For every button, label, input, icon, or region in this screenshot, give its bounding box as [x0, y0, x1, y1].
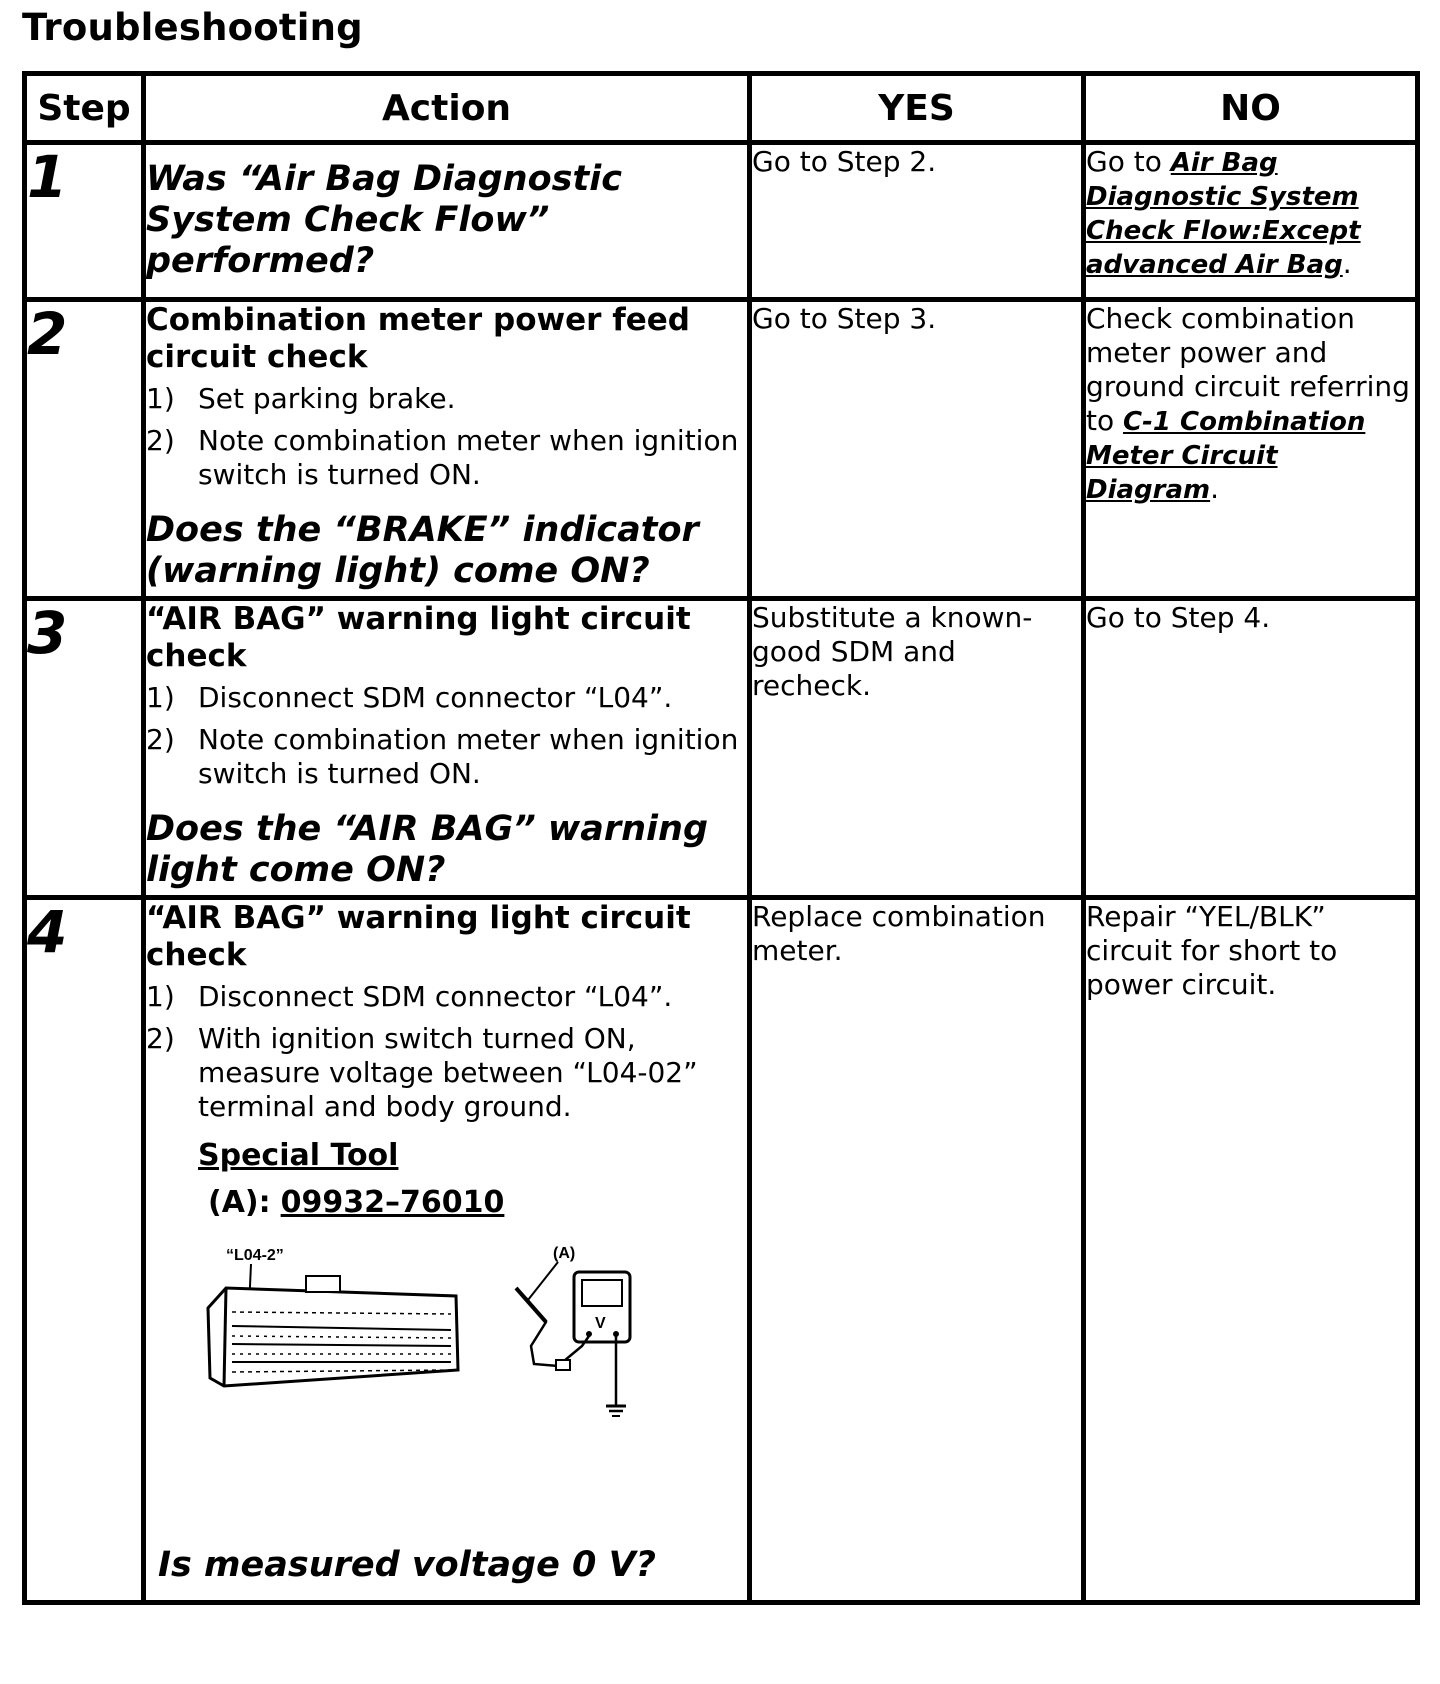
list-item — [146, 1022, 747, 1124]
step-number: 3 — [25, 599, 144, 898]
no-cell: Repair “YEL/BLK” circuit for short to power circuit. — [1084, 898, 1418, 1603]
no-suffix: . — [1210, 472, 1220, 505]
probe-tip — [516, 1288, 546, 1322]
item-number: 2) — [146, 424, 175, 457]
item-number: 2) — [146, 1022, 175, 1055]
table-row — [25, 599, 1418, 898]
check-flow-link[interactable]: Air Bag Diagnostic System Check Flow:Except advanced Air Bag — [1086, 148, 1361, 280]
action-heading: Combination meter power feed circuit check — [146, 302, 690, 375]
yes-cell: Go to Step 3. — [750, 300, 1084, 599]
no-cell: Go to Step 4. — [1084, 599, 1418, 898]
table-row — [25, 898, 1418, 1603]
troubleshooting-table — [22, 71, 1420, 1605]
item-text: Note combination meter when ignition switch is turned ON. — [198, 723, 739, 790]
item-number: 1) — [146, 681, 175, 714]
connector-voltmeter-diagram — [196, 1238, 666, 1428]
action-question: Was “Air Bag Diagnostic System Check Flow” performed? — [146, 159, 622, 281]
special-tool-code — [208, 1185, 747, 1220]
list-item — [146, 723, 747, 791]
table-row — [25, 143, 1418, 300]
ground-symbol-icon — [606, 1406, 626, 1416]
action-cell — [144, 599, 750, 898]
no-text: Go to — [1086, 145, 1171, 178]
circuit-diagram-link[interactable]: C-1 Combination Meter Circuit Diagram — [1086, 407, 1366, 505]
step-number: 2 — [25, 300, 144, 599]
tool-prefix: (A): — [208, 1185, 271, 1220]
tool-leader-line — [528, 1262, 558, 1300]
action-steps — [146, 980, 747, 1124]
action-question: Does the “BRAKE” indicator (warning light) come ON? — [146, 510, 699, 591]
header-action: Action — [144, 74, 750, 143]
header-yes: YES — [750, 74, 1084, 143]
action-heading: “AIR BAG” warning light circuit check — [146, 601, 691, 674]
header-no: NO — [1084, 74, 1418, 143]
action-cell — [144, 300, 750, 599]
action-steps — [146, 681, 747, 791]
item-text: Set parking brake. — [198, 382, 456, 415]
action-question: Does the “AIR BAG” warning light come ON? — [146, 809, 709, 890]
item-text: Disconnect SDM connector “L04”. — [198, 681, 673, 714]
tool-callout-label: (A) — [553, 1245, 576, 1262]
action-question: Is measured voltage 0 V? — [158, 1545, 656, 1585]
no-cell — [1084, 300, 1418, 599]
sdm-connector-icon — [208, 1276, 458, 1386]
yes-cell: Substitute a known-good SDM and recheck. — [750, 599, 1084, 898]
list-item — [146, 382, 747, 416]
probe-clip — [556, 1360, 570, 1370]
item-text: Disconnect SDM connector “L04”. — [198, 980, 673, 1013]
action-cell — [144, 143, 750, 300]
action-heading: “AIR BAG” warning light circuit check — [146, 900, 691, 973]
item-number: 1) — [146, 382, 175, 415]
table-row — [25, 300, 1418, 599]
connector-terminal-label: “L04-2” — [226, 1247, 284, 1264]
item-number: 1) — [146, 980, 175, 1013]
voltmeter-unit-label: V — [595, 1315, 606, 1332]
item-text: Note combination meter when ignition switch is turned ON. — [198, 424, 739, 491]
no-text: Check combination meter power and ground circuit referring to — [1086, 302, 1410, 437]
special-tool-label: Special Tool — [198, 1138, 399, 1173]
no-suffix: . — [1342, 247, 1352, 280]
list-item — [146, 681, 747, 715]
voltmeter-icon — [574, 1272, 630, 1342]
yes-cell: Go to Step 2. — [750, 143, 1084, 300]
step-number: 1 — [25, 143, 144, 300]
action-steps — [146, 382, 747, 492]
no-cell — [1084, 143, 1418, 300]
page-title: Troubleshooting — [22, 6, 363, 49]
tool-code-link[interactable]: 09932–76010 — [280, 1185, 505, 1220]
yes-cell: Replace combination meter. — [750, 898, 1084, 1603]
list-item — [146, 980, 747, 1014]
header-row — [25, 74, 1418, 143]
item-number: 2) — [146, 723, 175, 756]
action-cell — [144, 898, 750, 1603]
item-text: With ignition switch turned ON, measure voltage between “L04-02” terminal and body ground. — [198, 1022, 698, 1123]
list-item — [146, 424, 747, 492]
header-step: Step — [25, 74, 144, 143]
step-number: 4 — [25, 898, 144, 1603]
